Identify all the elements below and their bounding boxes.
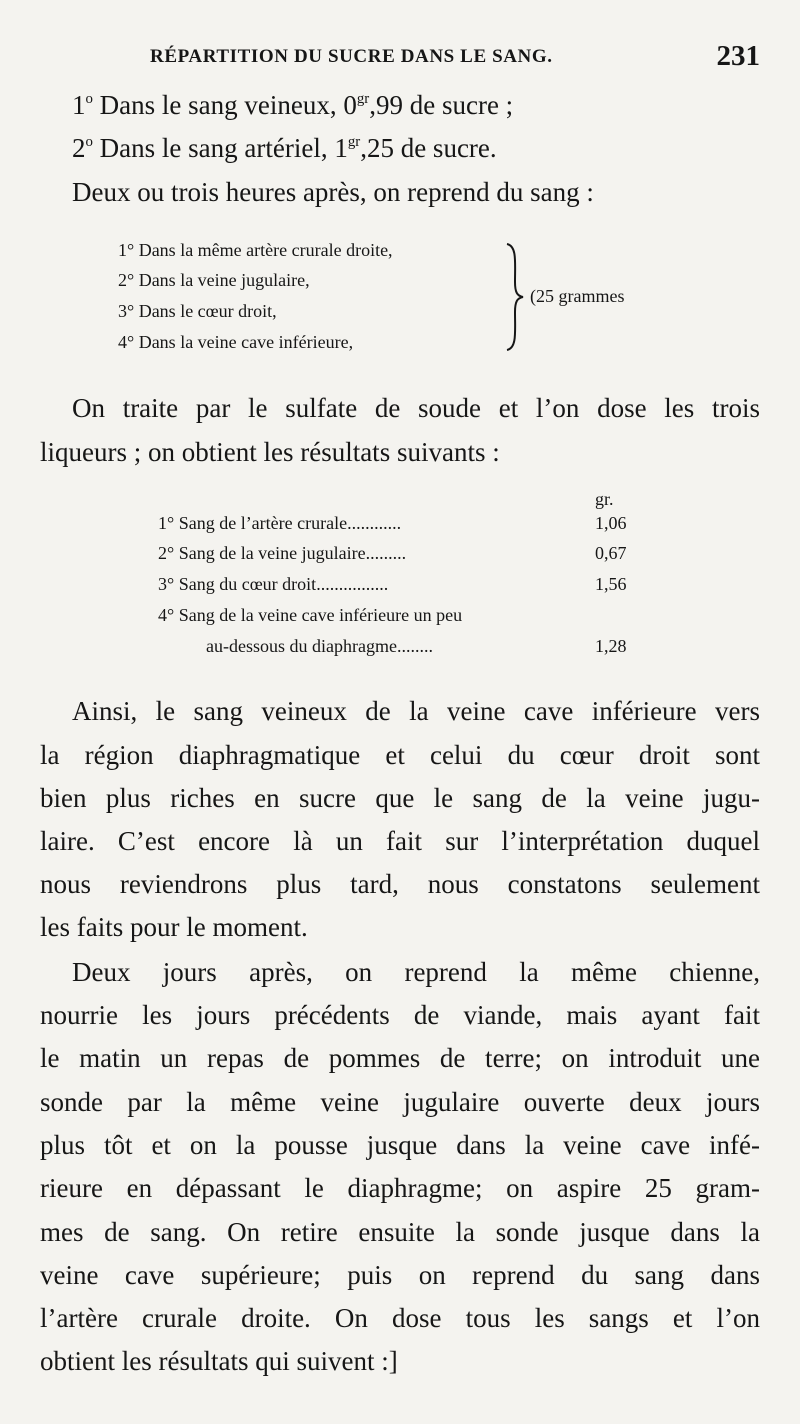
top-item-2: 2$^o$ Dans le sang artériel, $1^{gr},25$ de sucre. bbox=[72, 133, 497, 163]
ainsi-line-5: nous reviendrons plus tard, nous constatons seulement bbox=[40, 869, 760, 899]
result-value-2: 0,67 bbox=[595, 543, 627, 563]
result-value-4: 1,28 bbox=[595, 636, 627, 656]
ainsi-line-3: bien plus riches en sucre que le sang de la veine jugu- bbox=[40, 783, 760, 813]
ainsi-line-1: Ainsi, le sang veineux de la veine cave inférieure vers bbox=[72, 696, 760, 726]
result-row-4: 4° Sang de la veine cave inférieure un peu bbox=[158, 605, 463, 625]
deux-line-4: sonde par la même veine jugulaire ouverte deux jours bbox=[40, 1087, 760, 1117]
deux-line-3: le matin un repas de pommes de terre; on introduit une bbox=[40, 1043, 760, 1073]
deux-line-5: plus tôt et on la pousse jusque dans la veine cave infé- bbox=[40, 1130, 760, 1160]
deux-line-7: mes de sang. On retire ensuite la sonde jusque dans la bbox=[40, 1217, 760, 1247]
page-header bbox=[150, 40, 760, 80]
result-row-3: 3° Sang du cœur droit................ bbox=[158, 574, 389, 594]
result-value-3: 1,56 bbox=[595, 574, 627, 594]
treat-line-2: liqueurs ; on obtient les résultats suivants : bbox=[40, 437, 500, 467]
sample-amount: (25 grammes bbox=[530, 286, 625, 306]
result-value-1: 1,06 bbox=[595, 513, 627, 533]
deux-line-6: rieure en dépassant le diaphragme; on aspire 25 gram- bbox=[40, 1173, 760, 1203]
ainsi-line-2: la région diaphragmatique et celui du cœur droit sont bbox=[40, 740, 760, 770]
running-title: RÉPARTITION DU SUCRE DANS LE SANG. bbox=[150, 46, 553, 67]
result-row-4-cont: au-dessous du diaphragme........ bbox=[206, 636, 433, 656]
ainsi-line-6: les faits pour le moment. bbox=[40, 912, 308, 942]
page-number: 231 bbox=[716, 40, 760, 72]
deux-line-8: veine cave supérieure; puis on reprend du sang dans bbox=[40, 1260, 760, 1290]
sample-item-4: 4° Dans la veine cave inférieure, bbox=[118, 332, 354, 352]
deux-line-2: nourrie les jours précédents de viande, mais ayant fait bbox=[40, 1000, 760, 1030]
treat-line-1: On traite par le sulfate de soude et l’on dose les trois bbox=[72, 393, 760, 423]
results-unit: gr. bbox=[595, 489, 614, 509]
deux-line-1: Deux jours après, on reprend la même chienne, bbox=[72, 957, 760, 987]
intro-line: Deux ou trois heures après, on reprend du sang : bbox=[72, 177, 594, 207]
sample-item-3: 3° Dans le cœur droit, bbox=[118, 301, 277, 321]
deux-line-10: obtient les résultats qui suivent :] bbox=[40, 1346, 398, 1376]
result-row-1: 1° Sang de l’artère crurale............ bbox=[158, 513, 402, 533]
curly-brace-icon bbox=[505, 242, 525, 352]
sample-item-2: 2° Dans la veine jugulaire, bbox=[118, 270, 310, 290]
ainsi-line-4: laire. C’est encore là un fait sur l’interprétation duquel bbox=[40, 826, 760, 856]
result-row-2: 2° Sang de la veine jugulaire......... bbox=[158, 543, 407, 563]
sample-item-1: 1° Dans la même artère crurale droite, bbox=[118, 240, 393, 260]
top-item-1: 1$^o$ Dans le sang veineux, $0^{gr},99$ de sucre ; bbox=[72, 90, 514, 120]
deux-line-9: l’artère crurale droite. On dose tous les sangs et l’on bbox=[40, 1303, 760, 1333]
